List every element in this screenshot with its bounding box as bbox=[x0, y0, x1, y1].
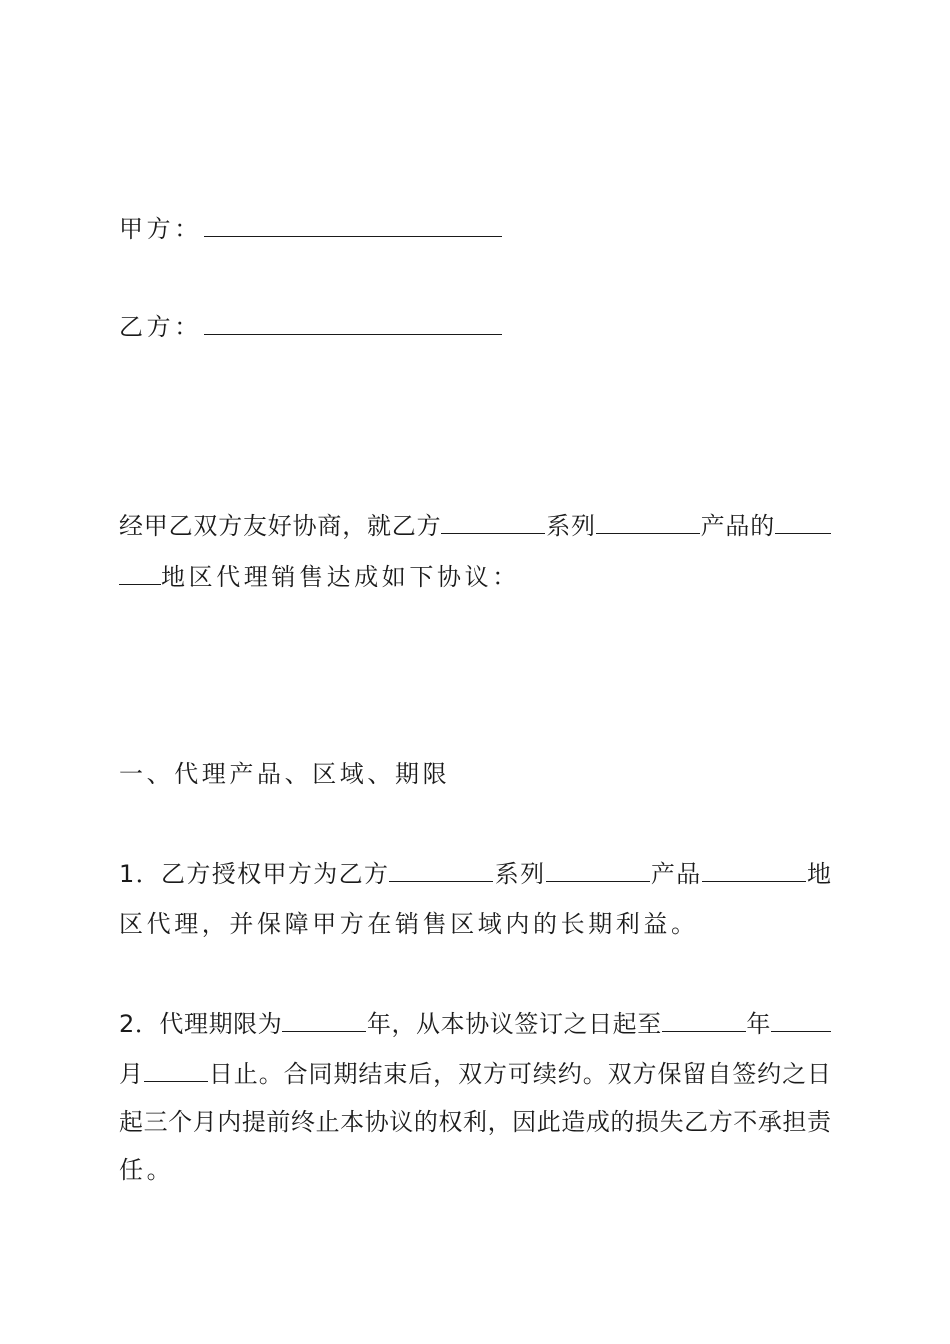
section-1-heading: 一、代理产品、区域、期限 bbox=[119, 760, 451, 788]
clause-2-text-5: 日止。合同期结束后，双方可续约。双方保留自签约之日 bbox=[207, 1060, 832, 1088]
region-blank-a bbox=[775, 515, 831, 534]
party-b-line bbox=[119, 301, 831, 353]
clause-1-line-1 bbox=[119, 848, 831, 900]
clause-1-series-blank bbox=[389, 863, 493, 882]
series-blank bbox=[441, 515, 545, 534]
party-a-blank bbox=[204, 216, 502, 237]
intro-text-4: 地区代理销售达成如下协议： bbox=[161, 563, 520, 591]
clause-1-text-4: 地 bbox=[805, 860, 831, 888]
clause-2-text-3: 年 bbox=[745, 1010, 771, 1038]
end-month-blank bbox=[771, 1013, 831, 1032]
clause-1-product-blank bbox=[546, 863, 650, 882]
clause-2-line-1 bbox=[119, 998, 831, 1050]
term-years-blank bbox=[282, 1013, 366, 1032]
clause-2-line-2 bbox=[119, 1048, 831, 1100]
party-a-line bbox=[119, 203, 831, 255]
clause-2-line-3: 起三个月内提前终止本协议的权利，因此造成的损失乙方不承担责 bbox=[119, 1108, 831, 1136]
intro-text-1: 经甲乙双方友好协商，就乙方 bbox=[119, 512, 442, 540]
end-day-blank bbox=[144, 1063, 208, 1082]
clause-2-text-2: 年，从本协议签订之日起至 bbox=[366, 1010, 662, 1038]
intro-text-3: 产品的 bbox=[699, 512, 776, 540]
party-a-label: 甲方： bbox=[119, 215, 202, 243]
party-b-label: 乙方： bbox=[119, 313, 202, 341]
clause-2-text-4: 月 bbox=[119, 1060, 144, 1088]
region-blank-b bbox=[119, 566, 161, 585]
clause-1-text-3: 产品 bbox=[649, 860, 702, 888]
party-b-blank bbox=[204, 314, 502, 335]
clause-2-text-1: 2．代理期限为 bbox=[119, 1010, 283, 1038]
clause-1-text-1: 1．乙方授权甲方为乙方 bbox=[119, 860, 390, 888]
clause-1-line-2: 区代理，并保障甲方在销售区域内的长期利益。 bbox=[119, 910, 699, 938]
clause-1-region-blank bbox=[702, 863, 806, 882]
intro-line-1 bbox=[119, 500, 831, 552]
intro-line-2 bbox=[119, 551, 831, 603]
clause-2-line-4: 任。 bbox=[119, 1156, 175, 1184]
clause-1-text-2: 系列 bbox=[493, 860, 546, 888]
intro-text-2: 系列 bbox=[545, 512, 596, 540]
product-blank bbox=[596, 515, 700, 534]
end-year-blank bbox=[662, 1013, 746, 1032]
